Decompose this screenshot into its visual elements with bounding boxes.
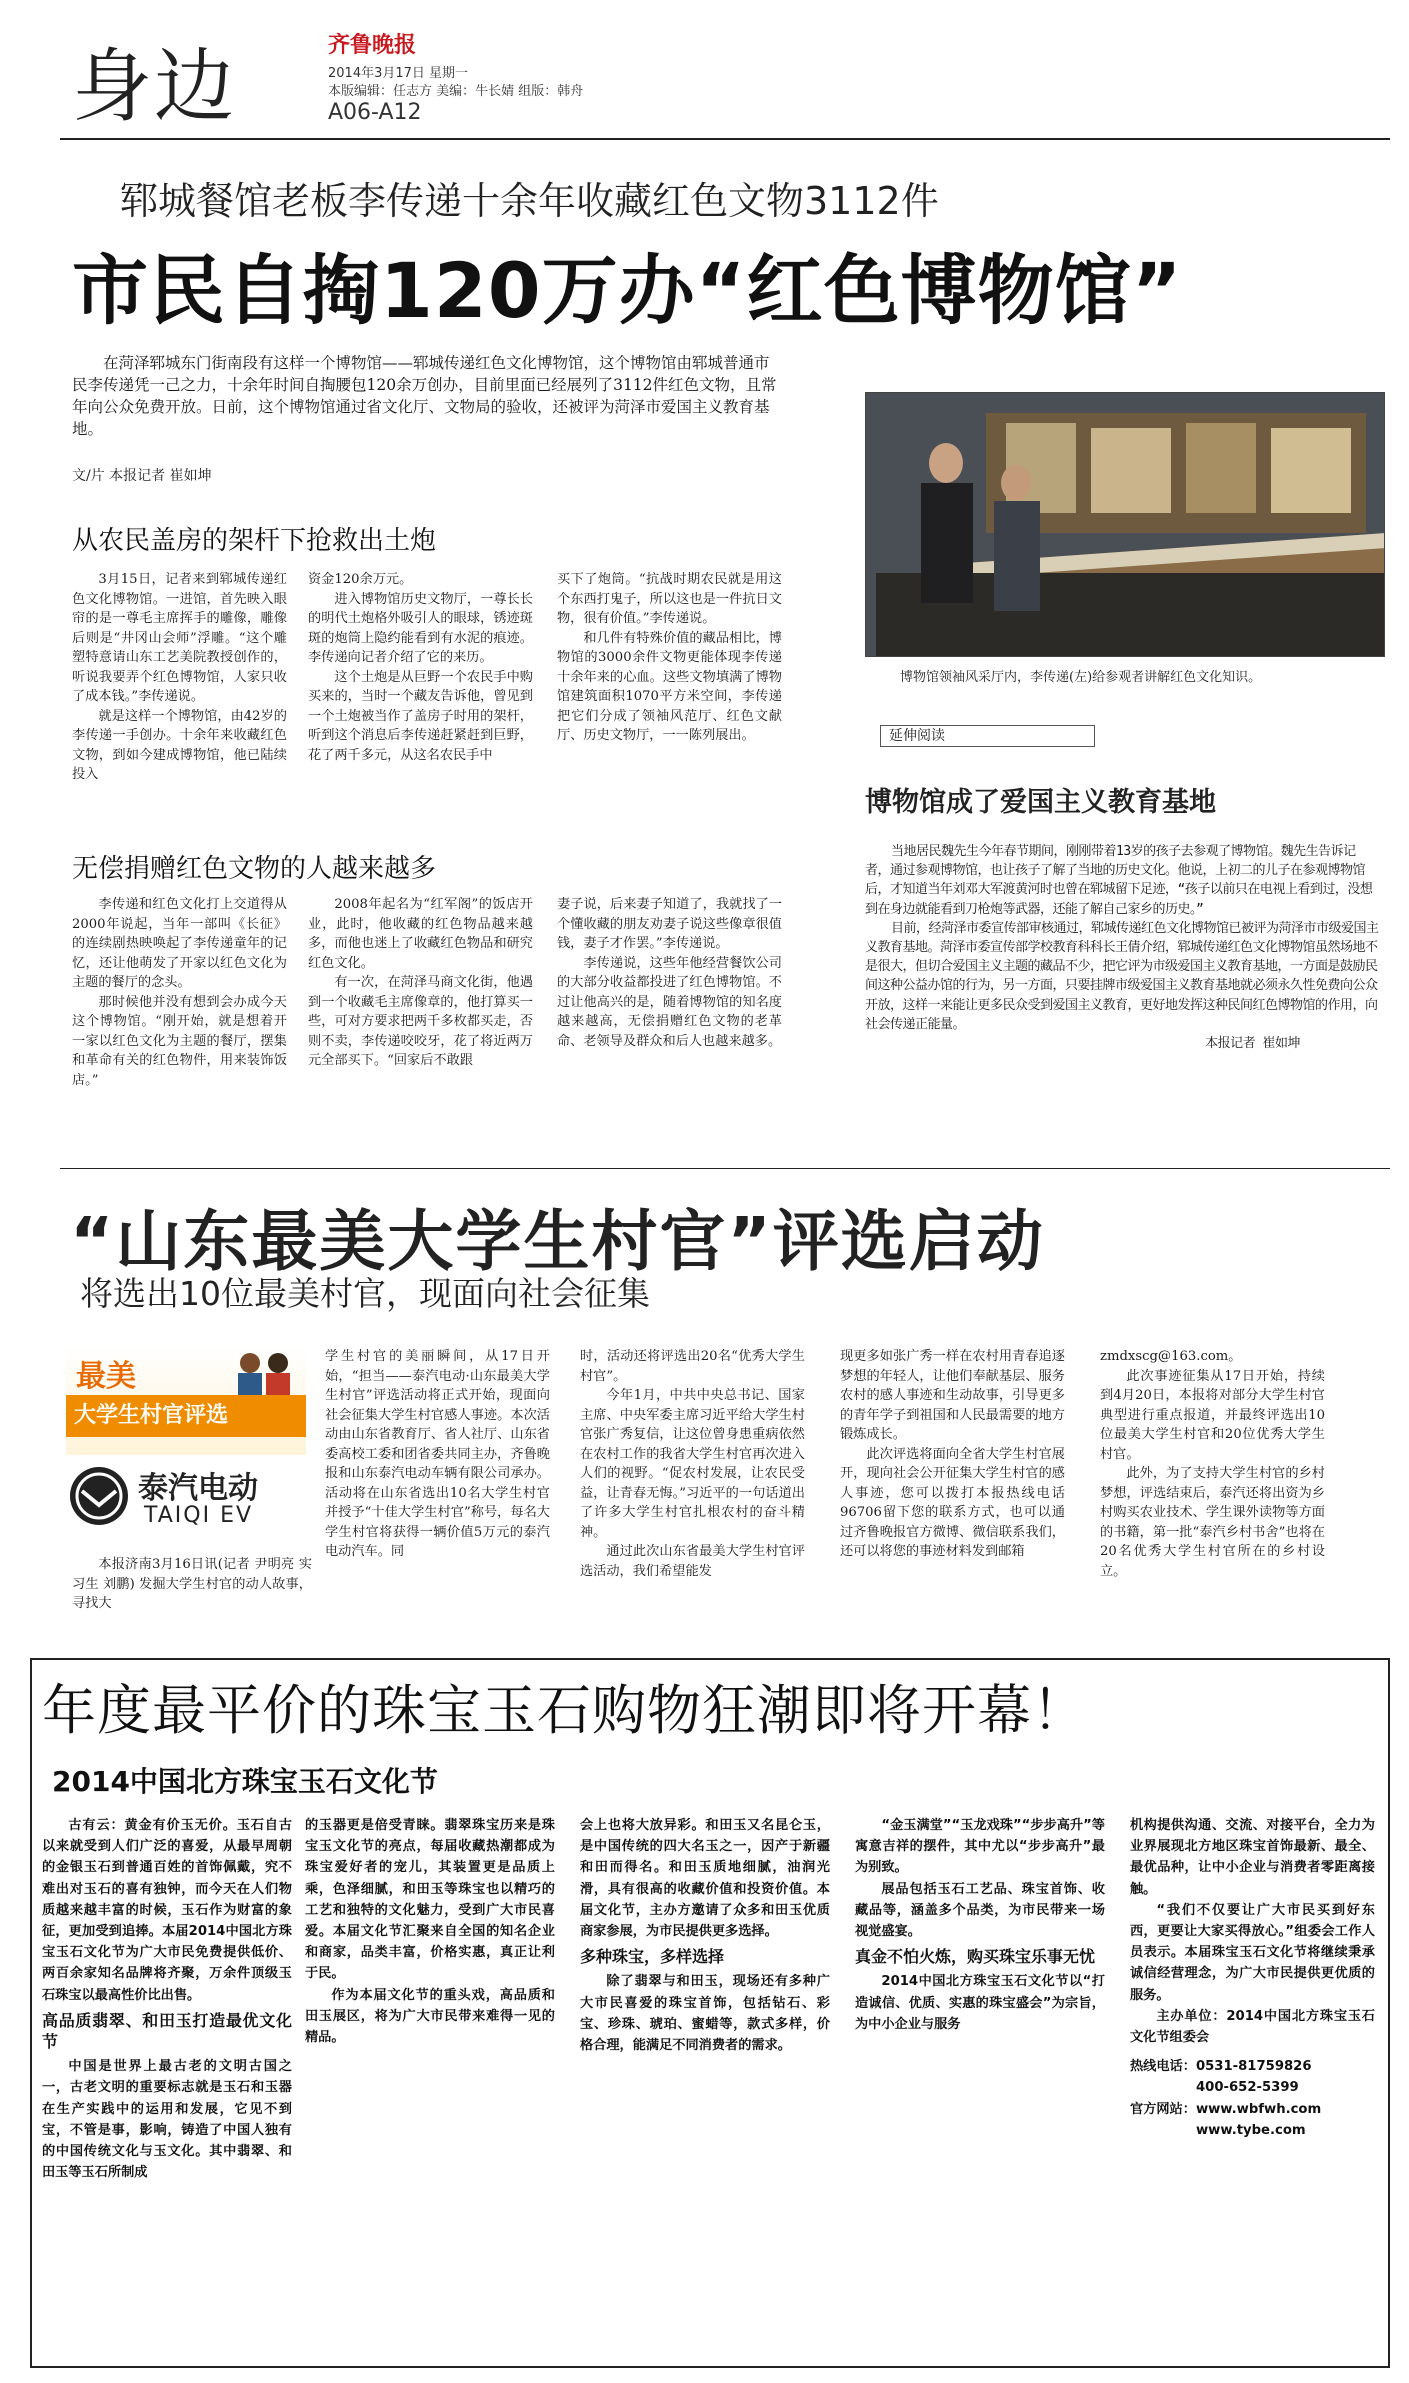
story1-byline: 文/片 本报记者 崔如坤 <box>72 468 212 484</box>
page-range: A06-A12 <box>328 100 422 125</box>
story2-column-2: 学生村官的美丽瞬间，从17日开始，“担当——泰汽电动·山东最美大学生村官”评选活动将正式开始，现面向社会征集大学生村官感人事迹。本次活动由山东省教育厅、省人社厅、山东省委高校工委和团省委共同主办，齐鲁晚报和山东泰汽电动车辆有限公司承办。活动将在山东省选出10名大学生村官并授予“十佳大学生村官”称号，每名大学生村官将获得一辆价值5万元的泰汽电动汽车。同 <box>325 1349 550 1559</box>
campaign-logo-panel <box>66 1345 306 1455</box>
ad-hotline: 热线电话：0531-81759826 400-652-5399 <box>1130 2059 1312 2096</box>
ad-column-4: “金玉满堂”“玉龙戏珠”“步步高升”等寓意吉祥的摆件，其中尤以“步步高升”最为别致。 展品包括玉石工艺品、珠宝首饰、收藏品等，涵盖多个品类，为市民带来一场视觉盛宴。 真金不怕火炼，购买珠宝乐事无忧 2014中国北方珠宝玉石文化节以“打造诚信、优质、实惠的珠宝盛会”为宗旨，为中小企业与服务 <box>855 1818 1105 2032</box>
logo-line-2: 大学生村官评选 <box>66 1395 306 1437</box>
extension-byline: 本报记者 崔如坤 <box>1205 1036 1300 1052</box>
story1-kicker: 郓城餐馆老板李传递十余年收藏红色文物3112件 <box>120 179 939 223</box>
story1-subhead-1: 从农民盖房的架杆下抢救出土炮 <box>72 526 437 556</box>
taiqi-logo-icon <box>70 1467 128 1525</box>
story1-sub1-column-3: 买下了炮筒。“抗战时期农民就是用这个东西打鬼子，所以这也是一件抗日文物，很有价值。”李传递说。 和几件有特殊价值的藏品相比，博物馆的3000余件文物更能体现李传递十余年来的心血。这些文物填满了博物馆建筑面积1070平方米空间，李传递把它们分成了领袖风范厅、红色文献厅、历史文物厅，一一陈列展出。 <box>557 572 782 743</box>
story2-column-1: 本报济南3月16日讯(记者 尹明亮 实习生 刘鹏) 发掘大学生村官的动人故事，寻找大 <box>72 1557 312 1611</box>
ad-column-1: 古有云：黄金有价玉无价。玉石自古以来就受到人们广泛的喜爱，从最早周朝的金银玉石到普通百姓的首饰佩戴，究不难出对玉石的喜有独钟，而今天在人们物质越来越丰富的时候，玉石作为财富的象征，更加受到追捧。本届2014中国北方珠宝玉石文化节为广大市民免费提供低价、两百余家知名品牌将齐聚，万余件顶级玉石珠宝以最高性价比出售。 高品质翡翠、和田玉打造最优文化节 中国是世界上最古老的文明古国之一，古老文明的重要标志就是玉石和玉器在生产实践中的运用和发展，它见不到宝，不管是事，影响，铸造了中国人独有的中国传统文化与玉文化。其中翡翠、和田玉等玉石所制成 <box>42 1818 292 2181</box>
ad-col1-heading: 高品质翡翠、和田玉打造最优文化节 <box>42 2010 292 2052</box>
newspaper-masthead: 齐鲁晚报 <box>328 32 417 58</box>
story2-column-5: zmdxscg@163.com。 此次事迹征集从17日开始，持续到4月20日，本报将对部分大学生村官典型进行重点报道，并最终评选出10位最美大学生村官和20位优秀大学生村官。 此外，为了支持大学生村官的乡村梦想，评选结束后，泰汽还将出资为乡村购买农业技术、学生课外读物等方面的书籍，第一批“泰汽乡村书舍”也将在20名优秀大学生村官所在的乡村设立。 <box>1100 1349 1325 1579</box>
sponsor-english: TAIQI EV <box>144 1503 254 1528</box>
story1-subhead-2: 无偿捐赠红色文物的人越来越多 <box>72 854 437 884</box>
story1-sub2-column-3: 妻子说，后来妻子知道了，我就找了一个懂收藏的朋友劝妻子说这些像章很值钱，妻子才作罢。”李传递说。 李传递说，这些年他经营餐饮公司的大部分收益都投进了红色博物馆。不过让他高兴的是，随着博物馆的知名度越来越高，无偿捐赠红色文物的老革命、老领导及群众和后人也越来越多。 <box>557 897 782 1049</box>
section-title: 身边 <box>72 40 236 133</box>
ad-column-3: 会上也将大放异彩。和田玉又名昆仑玉，是中国传统的四大名玉之一，因产于新疆和田而得名。和田玉质地细腻，油润光滑，具有很高的收藏价值和投资价值。本届文化节，主办方邀请了众多和田玉优质商家参展，为市民提供更多选择。 多种珠宝，多样选择 除了翡翠与和田玉，现场还有多种广大市民喜爱的珠宝首饰，包括钻石、彩宝、珍珠、琥珀、蜜蜡等，款式多样，价格合理，能满足不同消费者的需求。 <box>580 1818 830 2054</box>
ad-website: 官方网站：www.wbfwh.com www.tybe.com <box>1130 2101 1322 2138</box>
header-divider <box>60 138 1390 140</box>
extension-label: 延伸阅读 <box>880 725 1095 747</box>
issue-date: 2014年3月17日 星期一 <box>328 66 469 81</box>
ad-column-2: 的玉器更是倍受青睐。翡翠珠宝历来是珠宝玉文化节的亮点，每届收藏热潮都成为珠宝爱好者的宠儿，其装置更是品质上乘，色泽细腻，和田玉等珠宝也以精巧的工艺和独特的文化魅力，受到广大市民喜爱。本届文化节汇聚来自全国的知名企业和商家，品类丰富，价格实惠，真正让利于民。 作为本届文化节的重头戏，高品质和田玉展区，将为广大市民带来难得一见的精品。 <box>305 1818 555 2046</box>
ad-column-5: 机构提供沟通、交流、对接平台，全力为业界展现北方地区珠宝首饰最新、最全、最优品种，让中小企业与消费者零距离接触。 “我们不仅要让广大市民买到好东西，更要让大家买得放心。”组委会工作人员表示。本届珠宝玉石文化节将继续秉承诚信经营理念，为广大市民提供更优质的服务。 主办单位：2014中国北方珠宝玉石文化节组委会 热线电话：0531-81759826 400-652-5399 官方网站：www.wbfwh.com www.tybe.com <box>1130 1815 1375 2141</box>
people-icon <box>230 1349 300 1395</box>
story1-lead: 在菏泽郓城东门街南段有这样一个博物馆——郓城传递红色文化博物馆，这个博物馆由郓城普通市民李传递凭一己之力，十余年时间自掏腰包120余万创办，目前里面已经展列了3112件红色文物，且常年向公众免费开放。日前，这个博物馆通过省文化厅、文物局的验收，还被评为菏泽市爱国主义教育基地。 <box>72 354 777 438</box>
ad-title: 年度最平价的珠宝玉石购物狂潮即将开幕！ <box>42 1679 1087 1742</box>
extension-title: 博物馆成了爱国主义教育基地 <box>865 787 1216 818</box>
story2-column-4: 现更多如张广秀一样在农村用青春追逐梦想的年轻人，让他们奉献基层、服务农村的感人事迹和生动故事，引导更多的青年学子到祖国和人民最需要的地方锻炼成长。 此次评选将面向全省大学生村官展开，现向社会公开征集大学生村官的感人事迹，您可以拨打本报热线电话96706留下您的联系方式，也可以通过齐鲁晚报官方微博、微信联系我们，还可以将您的事迹材料发到邮箱 <box>840 1349 1065 1559</box>
extension-body: 当地居民魏先生今年春节期间，刚刚带着13岁的孩子去参观了博物馆。魏先生告诉记者，通过参观博物馆，也让孩子了解了当地的历史文化。他说，上初二的儿子在参观博物馆后，才知道当年刘邓大军渡黄河时也曾在郓城留下足迹，“孩子以前只在电视上看到过，没想到在身边就能看到刀枪炮等武器，还能了解自己家乡的历史。” 目前，经菏泽市委宣传部审核通过，郓城传递红色文化博物馆已被评为菏泽市市级爱国主义教育基地。菏泽市委宣传部学校教育科科长王倩介绍，郓城传递红色文化博物馆虽然场地不是很大，但切合爱国主义主题的藏品不少，把它评为市级爱国主义教育基地，一方面是鼓励民间这种公益办馆的行为，另一方面，只要挂牌市级爱国主义教育基地就必须永久性免费向公众开放，这样一来能让更多民众受到爱国主义教育，更好地发挥这种民间红色博物馆的作用，向社会传递正能量。 本报记者 崔如坤 <box>865 842 1380 1053</box>
editor-credits: 本版编辑：任志方 美编：牛长婧 组版：韩舟 <box>328 84 584 99</box>
museum-photo-illustration <box>866 393 1385 657</box>
sponsor-name: 泰汽电动 <box>138 1471 258 1506</box>
story-divider <box>60 1168 1390 1169</box>
story1-sub2-column-1: 李传递和红色文化打上交道得从2000年说起，当年一部叫《长征》的连续剧热映唤起了李传递童年的记忆，还让他萌发了开家以红色文化为主题的餐厅的念头。 那时候他并没有想到会办成今天这个博物馆。“刚开始，就是想着开一家以红色文化为主题的餐厅，摆集和革命有关的红色物件，用来装饰饭店。” <box>72 897 287 1088</box>
photo-caption: 博物馆领袖风采厅内，李传递(左)给参观者讲解红色文化知识。 <box>900 670 1262 685</box>
museum-photo <box>865 392 1385 657</box>
story1-headline: 市民自掏120万办“红色博物馆” <box>72 246 1183 335</box>
story1-sub1-column-2: 资金120余万元。 进入博物馆历史文物厅，一尊长长的明代土炮格外吸引人的眼球，锈迹斑斑的炮筒上隐约能看到有水泥的痕迹。李传递向记者介绍了它的来历。 这个土炮是从巨野一个农民手中购买来的，当时一个藏友告诉他，曾见到一个土炮被当作了盖房子时用的架杆，听到这个消息后李传递赶紧赶到巨野，花了两千多元，从这名农民手中 <box>308 572 533 763</box>
story1-sub2-column-2: 2008年起名为“红军阁”的饭店开业，此时，他收藏的红色物品越来越多，而他也迷上了收藏红色物品和研究红色文化。 有一次，在菏泽马商文化街，他遇到一个收藏毛主席像章的，他打算买一些，可对方要求把两千多枚都买走，否则不卖，李传递咬咬牙，花了将近两万元全部买下。“回家后不敢跟 <box>308 897 533 1068</box>
ad-col4-heading: 真金不怕火炼，购买珠宝乐事无忧 <box>855 1947 1096 1967</box>
story1-sub1-column-1: 3月15日，记者来到郓城传递红色文化博物馆。一进馆，首先映入眼帘的是一尊毛主席挥手的雕像，雕像后则是“井冈山会师”浮雕。“这个雕塑特意请山东工艺美院教授创作的，听说我要弄个红色博物馆，人家只收了成本钱。”李传递说。 就是这样一个博物馆，由42岁的李传递一手创办。十余年来收藏红色文物，到如今建成博物馆，他已陆续投入 <box>72 572 287 782</box>
story2-subheadline: 将选出10位最美村官，现面向社会征集 <box>80 1274 650 1313</box>
ad-subtitle: 2014中国北方珠宝玉石文化节 <box>52 1765 438 1798</box>
ad-col3-heading: 多种珠宝，多样选择 <box>580 1947 725 1967</box>
logo-line-1: 最美 <box>76 1359 136 1394</box>
story2-headline: “山东最美大学生村官”评选启动 <box>70 1203 1045 1280</box>
story2-column-3: 时，活动还将评选出20名“优秀大学生村官”。 今年1月，中共中央总书记、国家主席、中央军委主席习近平给大学生村官张广秀复信，让这位曾身患重病依然在农村工作的我省大学生村官再次进入人们的视野。“促农村发展，让农民受益，让青春无悔。”习近平的一句话道出了许多大学生村官扎根农村的奋斗精神。 通过此次山东省最美大学生村官评选活动，我们希望能发 <box>580 1349 805 1579</box>
campaign-logo <box>66 1345 306 1545</box>
